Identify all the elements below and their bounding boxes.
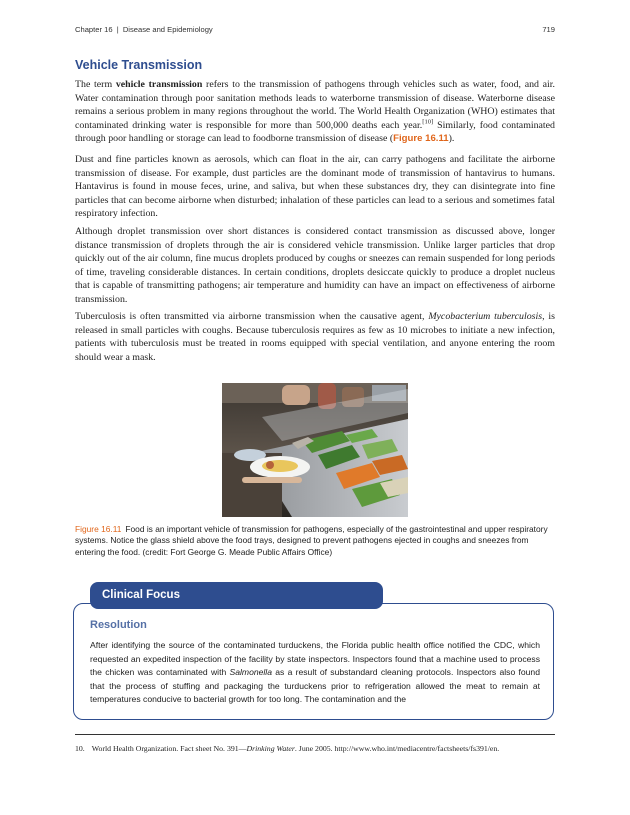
paragraph-vehicle-transmission <box>75 78 555 146</box>
footnote-title: Drinking Water <box>246 744 295 753</box>
paragraph-droplets: Although droplet transmission over short distances is considered contact transmission as discussed above, longer distance transmission of droplets through the air is considered vehicle transmission. Unlike larger particles that drop quickly out of the air column, fine mucus droplets produced by coughs or sneezes can remain suspended for long periods of time, traveling considerable distances. In certain conditions, droplets desiccate quickly to produce a droplet nucleus that is capable of transmitting pathogens; air temperature and humidity can have an impact on effectiveness of airborne transmission. <box>75 226 555 305</box>
p1-text-c: Similarly, food contaminated through poor handling or storage can lead to foodborne transmission of disease ( <box>75 119 555 144</box>
resolution-heading: Resolution <box>90 619 147 631</box>
running-header <box>75 25 555 34</box>
header-separator: | <box>116 25 119 34</box>
paragraph-tuberculosis <box>75 310 555 364</box>
organism-name: Mycobacterium tuberculosis <box>428 311 543 322</box>
figure-caption-text: Food is an important vehicle of transmission for pathogens, especially of the gastrointestinal and upper respiratory systems. Notice the glass shield above the food trays, designed to prevent pathogens ejected in coughs and sneezes from entering the food. (credit: Fort George G. Meade Public Affairs Office) <box>75 524 548 557</box>
chapter-title: Disease and Epidemiology <box>122 25 213 34</box>
key-term: vehicle transmission <box>115 79 203 90</box>
chapter-number: Chapter 16 <box>75 25 113 34</box>
section-title: Vehicle Transmission <box>75 58 203 72</box>
paragraph-aerosols: Dust and fine particles known as aerosols, which can float in the air, can carry pathogens and facilitate the airborne transmission of disease. For example, dust particles are the dominant mode of transmission of hantavirus to humans. Hantavirus is found in mouse feces, urine, and saliva, but when these substances dry, they can disintegrate into fine particles that can become airborne when disturbed; inhalation of these particles can lead to a serious and sometimes fatal respiratory infection. <box>75 154 555 219</box>
figure-label: Figure 16.11 <box>75 524 122 534</box>
p1-text-b: refers to the transmission of pathogens through vehicles such as water, food, and air. Water contamination through poor sanitation methods leads to waterborne transmission of disease. Waterborne disease remains a serious problem in many regions throughout the world. The World Health Organization (WHO) estimates that contaminated drinking water is responsible for more than 500,000 deaths each year. <box>75 79 555 131</box>
footnote-number: 10. <box>75 744 85 753</box>
focus-organism: Salmonella <box>229 667 272 678</box>
footnote-text-a: World Health Organization. Fact sheet No. 391— <box>91 744 247 753</box>
footnote-reference[interactable]: [10] <box>422 118 434 126</box>
figure-caption <box>75 524 555 558</box>
footnote-10 <box>75 744 555 753</box>
clinical-focus-text <box>90 639 540 707</box>
clinical-focus-tab: Clinical Focus <box>90 582 383 609</box>
focus-text-b: as a result of substandard cleaning protocols. Inspectors also found that the process of stuffing and packaging the turduckens prior to refrigeration allowed the meat to remain at temperatures conducive to bacterial growth for too long. The contamination and the <box>90 667 540 705</box>
footnote-divider <box>75 734 555 735</box>
figure-photo-food-bar <box>222 383 408 517</box>
food-bar-photo <box>222 383 408 517</box>
focus-text-a: After identifying the source of the contaminated turduckens, the Florida public health office notified the CDC, which requested an expedited inspection of the facility by state inspectors. Inspectors found that a machine used to process the chicken was contaminated with <box>90 640 540 678</box>
page-number: 719 <box>542 25 555 34</box>
p1-text-d: ). <box>448 133 455 144</box>
footnote-text-b[interactable]: . June 2005. http://www.who.int/mediacentre/factsheets/fs391/en. <box>294 744 500 753</box>
p4-text-a: Tuberculosis is often transmitted via airborne transmission when the causative agent, <box>75 311 429 322</box>
p4-text-b: , is released in small particles with coughs. Because tuberculosis requires as few as 10 microbes to initiate a new infection, patients with tuberculosis must be treated in rooms equipped with special ventilation, and anyone entering the room should wear a mask. <box>75 311 555 363</box>
p1-text-a: The term <box>75 79 116 90</box>
figure-link[interactable]: Figure 16.11 <box>393 133 449 144</box>
chapter-heading <box>75 25 213 34</box>
